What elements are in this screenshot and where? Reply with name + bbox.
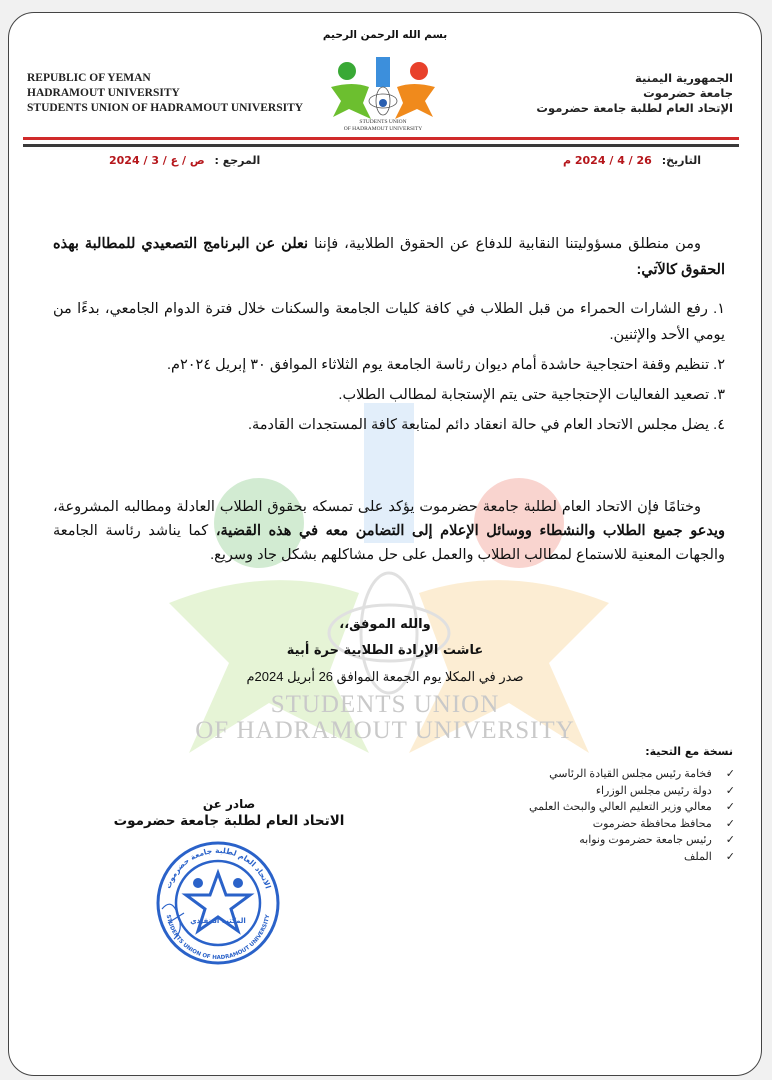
header-dark-rule <box>23 144 739 147</box>
checkmark-icon: ✓ <box>725 834 735 846</box>
closing-bold-text: ويدعو جميع الطلاب والنشطاء ووسائل الإعلام إلى التضامن معه في هذه القضية، <box>215 523 725 539</box>
demand-item-2: ٢. تنظيم وقفة احتجاجية حاشدة أمام ديوان رئاسة الجامعة يوم الثلاثاء الموافق ٣٠ إبريل ٢٠٢٤م. <box>166 357 725 373</box>
closing-text-1: وختامًا فإن الاتحاد العام لطلبة جامعة حضرموت يؤكد على تمسكه بحقوق الطلاب العادلة ومطالبه المشروعة، <box>53 499 701 515</box>
date-field <box>563 154 701 167</box>
stamp-arc-english: STUDENTS UNION OF HADRAMOUT UNIVERSITY <box>164 914 272 962</box>
official-stamp <box>154 839 282 967</box>
logo-text-line1: STUDENTS UNION <box>359 119 407 125</box>
letter-page <box>8 12 762 1076</box>
logo-green-figure <box>331 84 371 119</box>
reference-value: ص / ع / 3 / 2024 <box>109 154 205 167</box>
watermark-text-line1: STUDENTS UNION <box>270 691 500 718</box>
intro-bold-text: نعلن عن البرنامج التصعيدي للمطالبة بهذه الحقوق كالآتي: <box>53 236 725 278</box>
copy-item: ✓ رئيس جامعة حضرموت ونوابه <box>529 832 735 849</box>
issued-by-label: صادر عن <box>202 797 256 811</box>
arabic-line-university: جامعة حضرموت <box>643 86 733 100</box>
copy-item: ✓ فخامة رئيس مجلس القيادة الرئاسي <box>529 766 735 783</box>
slogan-line: عاشت الإرادة الطلابية حرة أبية <box>286 643 484 658</box>
logo-orange-figure <box>395 84 435 119</box>
intro-paragraph <box>53 231 725 283</box>
copy-item: ✓ الملف <box>529 849 735 866</box>
issuing-org: الاتحاد العام لطلبة جامعة حضرموت <box>113 813 345 829</box>
arabic-line-union: الإتحاد العام لطلبة جامعة حضرموت <box>536 101 733 115</box>
closing-text-2: كما يناشد رئاسة الجامعة والجهات المعنية للاستماع لمطالب الطلاب والعمل على حل مشاكلهم بشكل جاد وسريع. <box>53 523 725 563</box>
copy-item: ✓ معالي وزير التعليم العالي والبحث العلمي <box>529 799 735 816</box>
issued-place-date: صدر في المكلا يوم الجمعة الموافق 26 أبريل 2024م <box>246 669 524 684</box>
checkmark-icon: ✓ <box>725 801 735 813</box>
demand-item-3: ٣. تصعيد الفعاليات الإحتجاجية حتى يتم الإستجابة لمطالب الطلاب. <box>338 387 725 403</box>
arabic-line-country: الجمهورية اليمنية <box>634 71 733 85</box>
demands-list <box>53 296 725 442</box>
copies-title: نسخة مع التحية: <box>645 745 733 758</box>
english-line-union: STUDENTS UNION OF HADRAMOUT UNIVERSITY <box>27 102 304 114</box>
copies-list <box>529 766 735 865</box>
logo-red-head <box>410 62 428 80</box>
checkmark-icon: ✓ <box>725 850 735 863</box>
stamp-arc-arabic: الاتحاد العام لطلبة جامعة حضرموت <box>163 845 273 890</box>
copy-item: ✓ محافظ محافظة حضرموت <box>529 816 735 833</box>
logo-green-head <box>338 62 356 80</box>
reference-label: المرجع : <box>214 154 261 167</box>
stamp-inner-text: المكتب التنفيذي <box>190 917 246 925</box>
logo-text-line2: OF HADRAMOUT UNIVERSITY <box>343 126 423 132</box>
sign-off-line: والله الموفق،، <box>339 617 431 632</box>
union-logo <box>323 43 443 133</box>
english-line-country: REPUBLIC OF YEMAN <box>27 72 151 84</box>
copy-item: ✓ دولة رئيس مجلس الوزراء <box>529 783 735 800</box>
demand-item-4: ٤. يضل مجلس الاتحاد العام في حالة انعقاد دائم لمتابعة كافة المستجدات القادمة. <box>247 417 725 433</box>
header-red-rule <box>23 137 739 140</box>
logo-blue-book <box>376 57 390 87</box>
closing-paragraph <box>53 495 725 567</box>
intro-text: ومن منطلق مسؤوليتنا النقابية للدفاع عن الحقوق الطلابية، فإننا <box>308 236 701 252</box>
checkmark-icon: ✓ <box>725 768 735 780</box>
checkmark-icon: ✓ <box>725 784 735 797</box>
english-line-university: HADRAMOUT UNIVERSITY <box>27 87 180 99</box>
demand-item-1: ١. رفع الشارات الحمراء من قبل الطلاب في كافة كليات الجامعة والسكنات خلال فترة الدوام الجامعي، بدءًا من يومي الأحد والإثنين. <box>53 301 725 343</box>
reference-field <box>109 154 260 167</box>
basmala: بسم الله الرحمن الرحيم <box>322 29 448 41</box>
date-value: 26 / 4 / 2024 م <box>562 154 652 167</box>
date-label: التاريخ: <box>661 154 701 167</box>
checkmark-icon: ✓ <box>725 817 735 830</box>
arabic-letterhead <box>536 71 733 116</box>
watermark-text-line2: OF HADRAMOUT UNIVERSITY <box>195 717 575 744</box>
english-letterhead <box>27 71 303 116</box>
